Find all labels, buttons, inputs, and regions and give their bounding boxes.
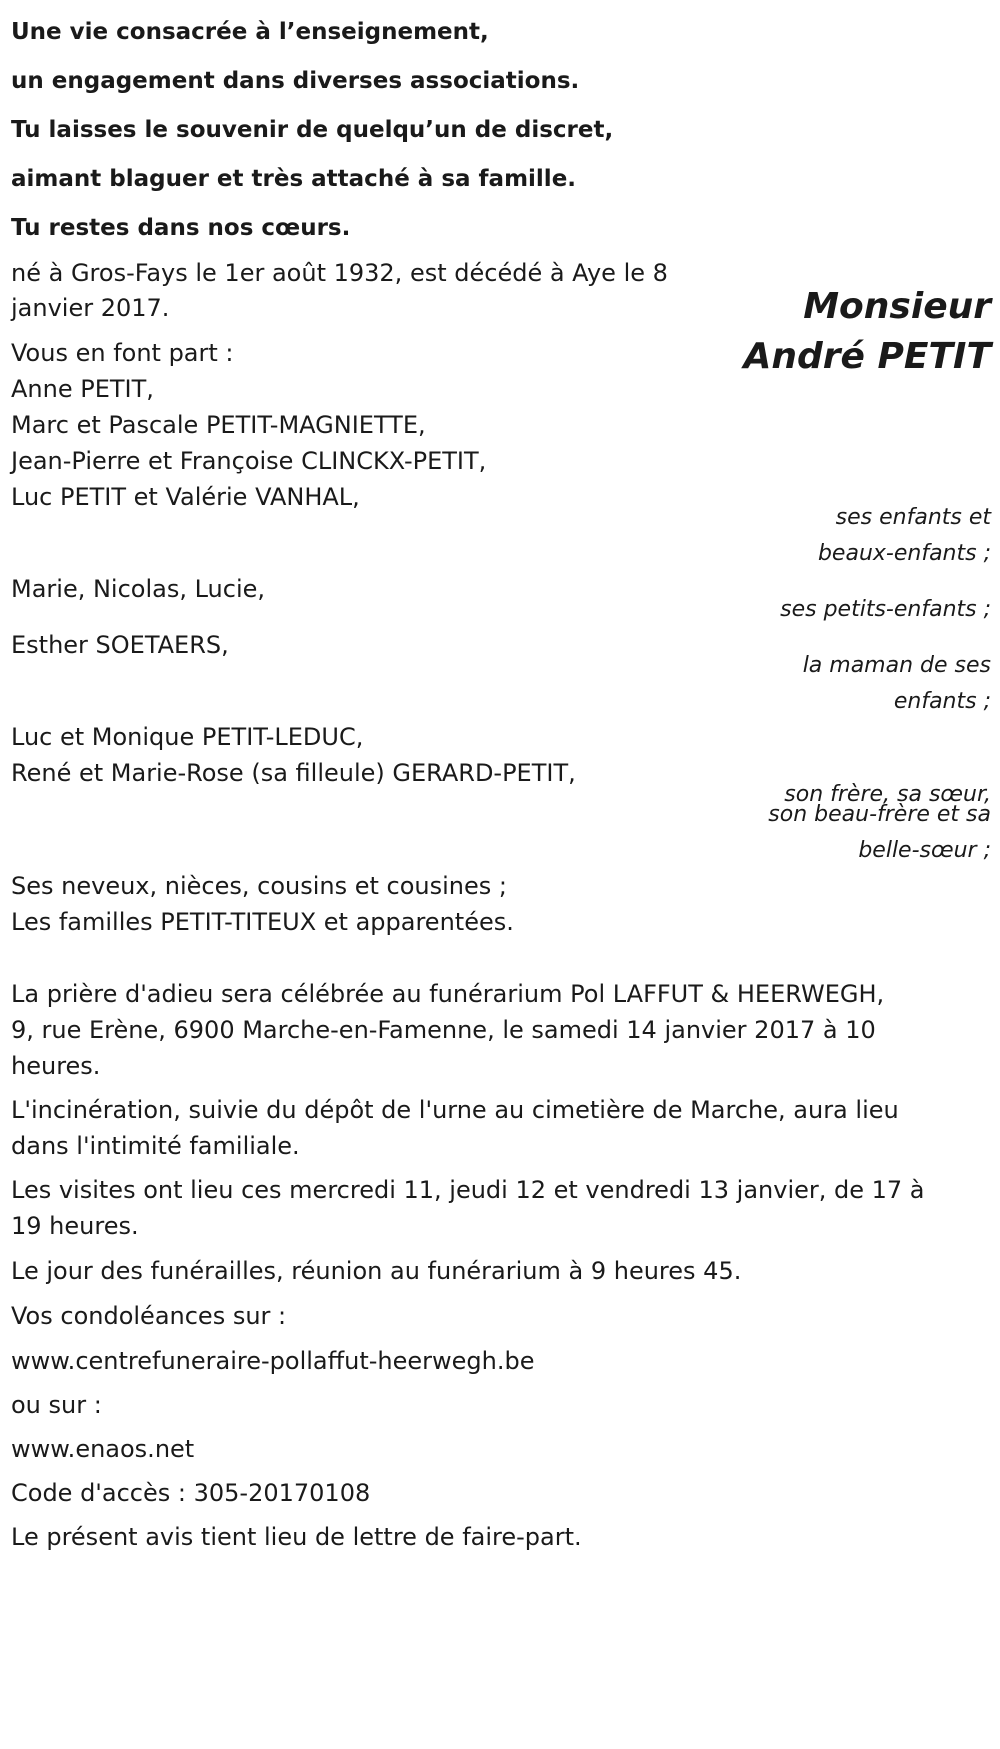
condolences-website-1[interactable]: www.centrefuneraire-pollaffut-heerwegh.be [11,1347,535,1375]
child-name: Marc et Pascale PETIT-MAGNIETTE, [11,411,426,439]
epitaph-line: Tu restes dans nos cœurs. [11,215,351,241]
visits-line: Les visites ont lieu ces mercredi 11, jeudi 12 et vendredi 13 janvier, de 17 à [11,1176,925,1204]
epitaph-line: aimant blaguer et très attaché à sa famille. [11,166,577,192]
child-name: Luc PETIT et Valérie VANHAL, [11,483,360,511]
deceased-name-block [744,282,991,382]
incineration-line: dans l'intimité familiale. [11,1132,300,1160]
siblings-role: son frère, sa sœur, [784,782,991,807]
sibling-name: René et Marie-Rose (sa filleule) GERARD-PETIT, [11,759,576,787]
visits-line: 19 heures. [11,1212,139,1240]
siblings-role: son beau-frère et sa [768,802,991,827]
epitaph-line: un engagement dans diverses associations. [11,68,580,94]
birth-death-line: né à Gros-Fays le 1er août 1932, est décédé à Aye le 8 [11,259,668,287]
incineration-line: L'incinération, suivie du dépôt de l'urne au cimetière de Marche, aura lieu [11,1096,899,1124]
ceremony-line: 9, rue Erène, 6900 Marche-en-Famenne, le samedi 14 janvier 2017 à 10 [11,1016,876,1044]
grandchildren: Marie, Nicolas, Lucie, [11,575,266,603]
announcement-intro: Vous en font part : [11,339,234,367]
access-code: Code d'accès : 305-20170108 [11,1479,371,1507]
condolences-intro: Vos condoléances sur : [11,1302,287,1330]
other-relatives: Les familles PETIT-TITEUX et apparentées. [11,908,514,936]
epitaph-line: Tu laisses le souvenir de quelqu’un de discret, [11,117,614,143]
closing-note: Le présent avis tient lieu de lettre de faire-part. [11,1523,582,1551]
children-role: beaux-enfants ; [817,541,991,566]
sibling-name: Luc et Monique PETIT-LEDUC, [11,723,364,751]
or-label: ou sur : [11,1391,102,1419]
ceremony-line: heures. [11,1052,101,1080]
epitaph [11,8,613,253]
mother-name: Esther SOETAERS, [11,631,229,659]
grandchildren-role: ses petits-enfants ; [780,597,991,622]
siblings-role: belle-sœur ; [858,838,991,863]
ceremony-line: La prière d'adieu sera célébrée au funérarium Pol LAFFUT & HEERWEGH, [11,980,885,1008]
mother-role: enfants ; [893,689,991,714]
condolences-website-2[interactable]: www.enaos.net [11,1435,195,1463]
children-role: ses enfants et [835,505,991,530]
child-name: Anne PETIT, [11,375,154,403]
meeting-info: Le jour des funérailles, réunion au funérarium à 9 heures 45. [11,1257,742,1285]
birth-death-line: janvier 2017. [11,294,170,322]
other-relatives: Ses neveux, nièces, cousins et cousines ; [11,872,507,900]
deceased-name: André PETIT [743,336,991,377]
deceased-title: Monsieur [803,286,991,327]
child-name: Jean-Pierre et Françoise CLINCKX-PETIT, [11,447,487,475]
epitaph-line: Une vie consacrée à l’enseignement, [11,19,489,45]
mother-role: la maman de ses [802,653,991,678]
